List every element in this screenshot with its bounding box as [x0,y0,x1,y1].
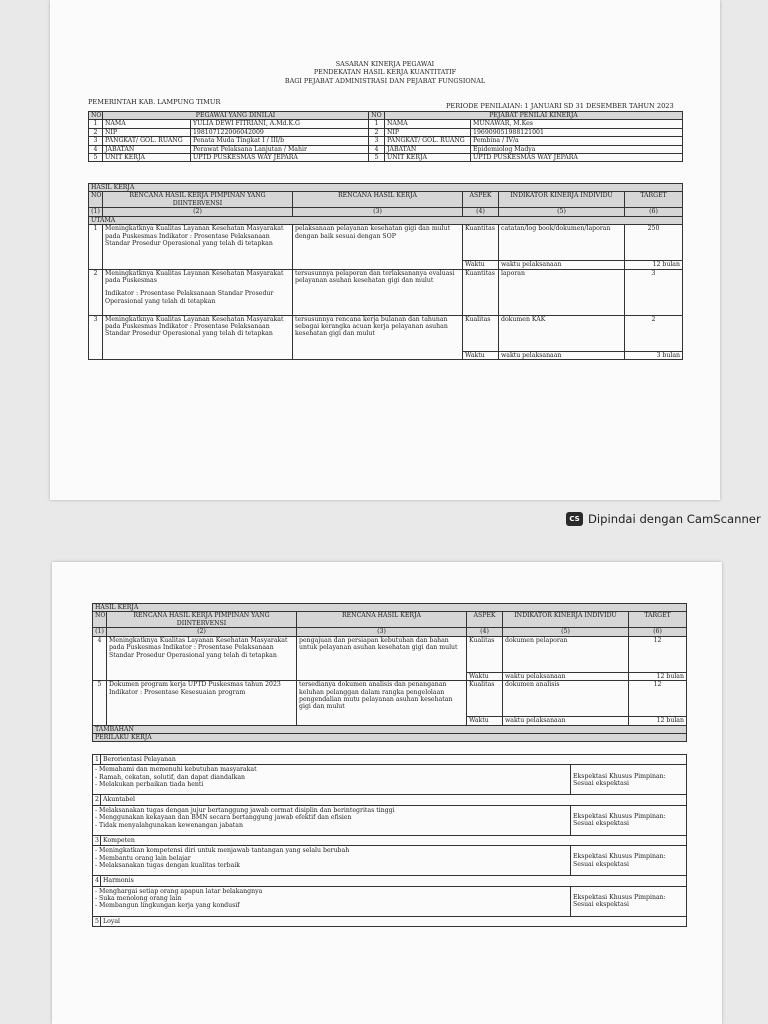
item-target: 3 [625,269,683,315]
behavior-no: 2 [93,795,101,805]
col-aspek-header: ASPEK [463,192,499,208]
col-target-header: TARGET [629,612,687,628]
behavior-title-row [93,795,687,805]
behavior-point: - Melakukan perbaikan tiada henti [95,781,204,789]
item-target: 12 [629,636,687,672]
header-line-1: SASARAN KINERJA PEGAWAI [335,60,435,68]
periode-label: PERIODE PENILAIAN: 1 JANUARI SD 31 DESEMBER TAHUN 2023 [446,102,674,110]
col-no-header: NO [93,612,107,628]
item-target: 2 [625,315,683,351]
behavior-point: - Membantu orang lain belajar [95,854,191,862]
item-indikator: dokumen analisis [503,681,629,717]
behavior-point: - Tidak menyalahgunakan kewenangan jabatan [95,821,243,829]
item-rencana-pimpinan [103,269,293,315]
scanned-page-2 [52,562,722,1024]
item-no: 3 [89,315,103,359]
pegawai-dinilai-header: PEGAWAI YANG DINILAI [103,112,369,120]
row-value: Pembina / IV/a [471,137,683,145]
item-indikator-note: Indikator : Prosentase Pelaksanaan Standar Prosedur Operasional yang telah di tetapkan [105,290,274,305]
item-aspek: Waktu [463,351,499,359]
col-rencana-header: RENCANA HASIL KERJA [293,192,463,208]
row-label: UNIT KERJA [103,154,191,162]
row-value: YULIA DEWI FITRIANI, A.Md.K.G [191,120,369,128]
behavior-points [93,886,571,916]
expectation-label: Ekspektasi Khusus Pimpinan: [573,772,666,780]
identity-row [89,120,683,128]
row-value: 196909051988121001 [471,128,683,136]
item-aspek: Kuantitas [463,269,499,315]
table-row [89,315,683,351]
row-no: 1 [369,120,385,128]
hasil-kerja-table [88,183,683,360]
behavior-point: - Memahami dan memenuhi kebutuhan masyarakat [95,766,257,774]
col-rencana-pimpinan-header: RENCANA HASIL KERJA PIMPINAN YANG DIINTERVENSI [107,612,297,628]
item-indikator: waktu pelaksanaan [499,351,625,359]
expectation-label: Ekspektasi Khusus Pimpinan: [573,812,666,820]
identity-row [89,137,683,145]
identity-no-header: NO [89,112,103,120]
col-number: (3) [293,208,463,216]
behavior-title: Loyal [101,916,687,926]
behavior-points [93,805,571,835]
col-number: (6) [629,628,687,636]
item-aspek: Kualitas [463,315,499,351]
behavior-point: - Menghargai setiap orang apapun latar belakangnya [95,887,263,895]
row-label: PANGKAT/ GOL. RUANG [103,137,191,145]
identity-table [88,111,683,162]
item-rencana-pimpinan: Meningkatknya Kualitas Layanan Kesehatan Masyarakat pada Puskesmas Indikator : Prosentase Pelaksanaan Standar Prosedur Operasional yang telah di tetapkan [103,315,293,359]
camscanner-logo-icon: CS [566,512,583,526]
behavior-no: 4 [93,876,101,886]
identity-row [89,128,683,136]
hasil-kerja-label: HASIL KERJA [89,184,683,192]
item-target: 12 bulan [629,717,687,725]
row-value: MUNAWAR, M.Kes [471,120,683,128]
col-rencana-pimpinan-header: RENCANA HASIL KERJA PIMPINAN YANG DIINTERVENSI [103,192,293,208]
item-target: 250 [625,225,683,261]
item-no: 4 [93,636,107,680]
row-label: NIP [385,128,471,136]
row-value: UPTD PUSKESMAS WAY JEPARA [191,154,369,162]
row-value: 198107122006042009 [191,128,369,136]
row-no: 2 [369,128,385,136]
identity-no-header-right: NO [369,112,385,120]
item-rencana: pelaksanaan pelayanan kesehatan gigi dan mulut dengan baik sesuai dengan SOP [293,225,463,269]
pejabat-penilai-header: PEJABAT PENILAI KINERJA [385,112,683,120]
header-line-2: PENDEKATAN HASIL KERJA KUANTITATIF [313,68,457,77]
col-indikator-header: INDIKATOR KINERJA INDIVIDU [503,612,629,628]
identity-row [89,145,683,153]
item-indikator: laporan [499,269,625,315]
instansi-label: PEMERINTAH KAB. LAMPUNG TIMUR [88,98,221,106]
behavior-title-row [93,916,687,926]
behavior-detail-row [93,765,687,795]
row-value: Penata Muda Tingkat I / III/b [191,137,369,145]
item-target: 12 [629,681,687,717]
item-target: 12 bulan [629,672,687,680]
camscanner-text: Dipindai dengan CamScanner [588,512,761,526]
perilaku-kerja-label: PERILAKU KERJA [93,734,687,742]
behavior-point: - Meningkatkan kompetensi diri untuk menjawab tantangan yang selalu berubah [95,847,350,855]
row-no: 5 [89,154,103,162]
col-target-header: TARGET [625,192,683,208]
table-row [89,225,683,261]
item-rencana-pimpinan: Meningkatknya Kualitas Layanan Kesehatan Masyarakat pada Puskesmas Indikator : Prosentase Pelaksanaan Standar Prosedur Operasional yang telah di tetapkan [107,636,297,680]
row-label: UNIT KERJA [385,154,471,162]
item-aspek: Kualitas [467,636,503,672]
behavior-point: - Menggunakan kekayaan dan BMN secara bertanggung jawab efektif dan efisien [95,814,352,822]
row-no: 5 [369,154,385,162]
behavior-no: 5 [93,916,101,926]
perilaku-kerja-table [92,754,687,927]
item-aspek: Kuantitas [463,225,499,261]
item-indikator: dokumen pelaporan [503,636,629,672]
behavior-detail-row [93,805,687,835]
col-number: (5) [499,208,625,216]
row-no: 4 [369,145,385,153]
col-number: (2) [103,208,293,216]
expectation-label: Ekspektasi Khusus Pimpinan: [573,853,666,861]
row-label: PANGKAT/ GOL. RUANG [385,137,471,145]
item-target: 3 bulan [625,351,683,359]
row-label: NAMA [103,120,191,128]
col-number: (1) [93,628,107,636]
behavior-point: - Membangun lingkungan kerja yang kondusif [95,902,240,910]
row-no: 3 [89,137,103,145]
behavior-point: - Suka menolong orang lain [95,895,182,903]
row-no: 3 [369,137,385,145]
behavior-expectation [571,886,687,916]
behavior-title-row [93,835,687,845]
camscanner-watermark [566,512,761,526]
item-no: 1 [89,225,103,269]
col-number: (6) [625,208,683,216]
behavior-expectation [571,846,687,876]
behavior-no: 3 [93,835,101,845]
identity-row [89,154,683,162]
col-number: (1) [89,208,103,216]
col-number: (5) [503,628,629,636]
row-label: NAMA [385,120,471,128]
expectation-value: Sesuai ekspektasi [573,860,629,868]
table-row [93,681,687,717]
row-value: Epidemiolog Madya [471,145,683,153]
behavior-detail-row [93,846,687,876]
behavior-title: Akuntabel [101,795,687,805]
tambahan-label: TAMBAHAN [93,725,687,733]
behavior-title-row [93,755,687,765]
expectation-value: Sesuai ekspektasi [573,901,629,909]
behavior-title-row [93,876,687,886]
item-rencana: pengajuan dan persiapan kebutuhan dan bahan untuk pelayanan asuhan kesehatan gigi dan mulut [297,636,467,680]
behavior-expectation [571,765,687,795]
utama-label: UTAMA [89,216,683,224]
item-rencana: tersusunnya rencana kerja bulanan dan tahunan sebagai kerangka acuan kerja pelayanan asuhan kesehatan gigi dan mulut [293,315,463,359]
hasil-kerja-table-continued [92,603,687,742]
item-target: 12 bulan [625,261,683,269]
table-row [93,636,687,672]
behavior-points [93,846,571,876]
document-header [50,60,720,85]
header-line-3: BAGI PEJABAT ADMINISTRASI DAN PEJABAT FUNGSIONAL [284,76,486,85]
col-rencana-header: RENCANA HASIL KERJA [297,612,467,628]
row-no: 4 [89,145,103,153]
item-rencana: tersedianya dokumen analisis dan penanganan keluhan pelanggan dalam rangka pengelolaan pengendalian mutu pelayanan asuhan kesehatan gigi dan mulut [297,681,467,725]
behavior-no: 1 [93,755,101,765]
behavior-title: Kompeten [101,835,687,845]
col-no-header: NO [89,192,103,208]
hasil-kerja-label: HASIL KERJA [93,604,687,612]
behavior-point: - Melaksanakan tugas dengan kualitas terbaik [95,862,241,870]
behavior-expectation [571,805,687,835]
col-indikator-header: INDIKATOR KINERJA INDIVIDU [499,192,625,208]
scanned-page-1 [50,0,720,500]
expectation-value: Sesuai ekspektasi [573,779,629,787]
item-no: 2 [89,269,103,315]
row-value: Perawat Pelaksana Lanjutan / Mahir [191,145,369,153]
behavior-point: - Ramah, cekatan, solutif, dan dapat diandalkan [95,773,246,781]
expectation-value: Sesuai ekspektasi [573,820,629,828]
item-indikator: dokumen KAK [499,315,625,351]
item-indikator: waktu pelaksanaan [499,261,625,269]
behavior-point: - Melaksanakan tugas dengan jujur bertanggung jawab cermat disiplin dan berintegritas tinggi [95,806,395,814]
row-label: JABATAN [103,145,191,153]
item-no: 5 [93,681,107,725]
col-number: (4) [467,628,503,636]
item-aspek: Waktu [463,261,499,269]
table-row [89,269,683,315]
item-rencana-pimpinan: Dokumen program kerja UPTD Puskesmas tahun 2023 Indikator : Prosentase Kesesuaian program [107,681,297,725]
col-aspek-header: ASPEK [467,612,503,628]
row-no: 2 [89,128,103,136]
item-aspek: Waktu [467,717,503,725]
behavior-detail-row [93,886,687,916]
row-label: NIP [103,128,191,136]
row-no: 1 [89,120,103,128]
item-indikator: catatan/log book/dokumen/laporan [499,225,625,261]
item-indikator: waktu pelaksanaan [503,672,629,680]
behavior-title: Harmonis [101,876,687,886]
row-label: JABATAN [385,145,471,153]
col-number: (4) [463,208,499,216]
behavior-points [93,765,571,795]
item-rencana: tersusunnya pelaporan dan terlaksananya evaluasi pelayanan asuhan kesehatan gigi dan mulut [293,269,463,315]
behavior-title: Berorientasi Pelayanan [101,755,687,765]
col-number: (2) [107,628,297,636]
row-value: UPTD PUSKESMAS WAY JEPARA [471,154,683,162]
col-number: (3) [297,628,467,636]
item-indikator: waktu pelaksanaan [503,717,629,725]
expectation-label: Ekspektasi Khusus Pimpinan: [573,893,666,901]
item-aspek: Waktu [467,672,503,680]
item-rencana-pimpinan-text: Meningkatknya Kualitas Layanan Kesehatan Masyarakat pada Puskesmas [105,269,284,285]
item-rencana-pimpinan: Meningkatknya Kualitas Layanan Kesehatan Masyarakat pada Puskesmas Indikator : Prosentase Pelaksanaan Standar Prosedur Operasional yang telah di tetapkan [103,225,293,269]
item-aspek: Kualitas [467,681,503,717]
